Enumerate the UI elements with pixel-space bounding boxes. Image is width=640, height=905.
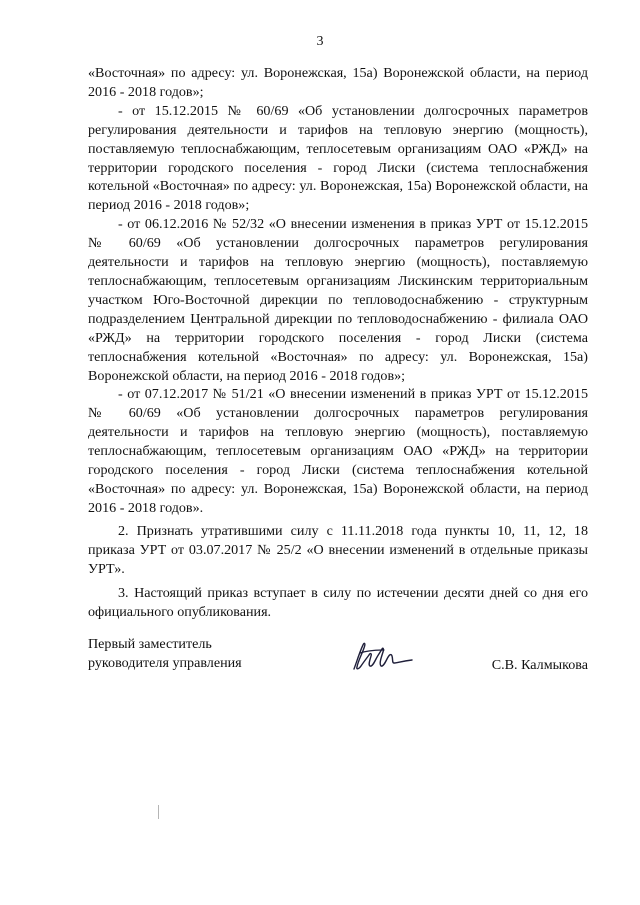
paragraph-order-52-32: - от 06.12.2016 № 52/32 «О внесении изменения в приказ УРТ от 15.12.2015 № 60/69 «Об установлении долгосрочных параметров регулирования деятельности и тарифов на тепловую энергию (мощность), поставляемую теплоснабжающим, теплосетевым организациям Лискинским территориальным участком Юго-Восточной дирекции по тепловодоснабжению - структурным подразделением Центральной дирекции по тепловодоснабжению - филиала ОАО «РЖД» на территории городского поселения - город Лиски (система теплоснабжения котельной «Восточная» по адресу: ул. Воронежская, 15а) Воронежской области, на период 2016 - 2018 годов»; [88, 216, 588, 384]
paragraph-order-60-69: - от 15.12.2015 № 60/69 «Об установлении долгосрочных параметров регулирования деятельности и тарифов на тепловую энергию (мощность), поставляемую теплоснабжающим, теплосетевым организациям ОАО «РЖД» на территории городского поселения - город Лиски (система теплоснабжения котельной «Восточная» по адресу: ул. Воронежская, 15а) Воронежской области, на период 2016 - 2018 годов»; [88, 102, 588, 214]
signatory-title-line-2: руководителя управления [88, 655, 242, 671]
signature-block [88, 635, 588, 685]
margin-mark [158, 805, 159, 819]
page-number: 3 [316, 34, 324, 49]
paragraph-item-3: 3. Настоящий приказ вступает в силу по истечении десяти дней со дня его официального опубликования. [88, 585, 588, 621]
paragraph-continuation: «Восточная» по адресу: ул. Воронежская, 15а) Воронежской области, на период 2016 - 2018 годов»; [88, 65, 588, 100]
paragraph-order-51-21: - от 07.12.2017 № 51/21 «О внесении изменений в приказ УРТ от 15.12.2015 № 60/69 «Об установлении долгосрочных параметров регулирования деятельности и тарифов на тепловую энергию (мощность), поставляемую теплоснабжающим, теплосетевым организациям ОАО «РЖД» на территории городского поселения - город Лиски (система теплоснабжения котельной «Восточная» по адресу: ул. Воронежская, 15а) Воронежской области, на период 2016 - 2018 годов». [88, 386, 588, 516]
document-body [88, 64, 588, 622]
signatory-title-line-1: Первый заместитель [88, 636, 212, 652]
paragraph-item-2: 2. Признать утратившими силу с 11.11.2018 года пункты 10, 11, 12, 18 приказа УРТ от 03.07.2017 № 25/2 «О внесении изменений в отдельные приказы УРТ». [88, 522, 588, 577]
handwritten-signature [348, 639, 418, 675]
signatory-title [88, 635, 242, 673]
signatory-name: С.В. Калмыкова [491, 657, 588, 673]
